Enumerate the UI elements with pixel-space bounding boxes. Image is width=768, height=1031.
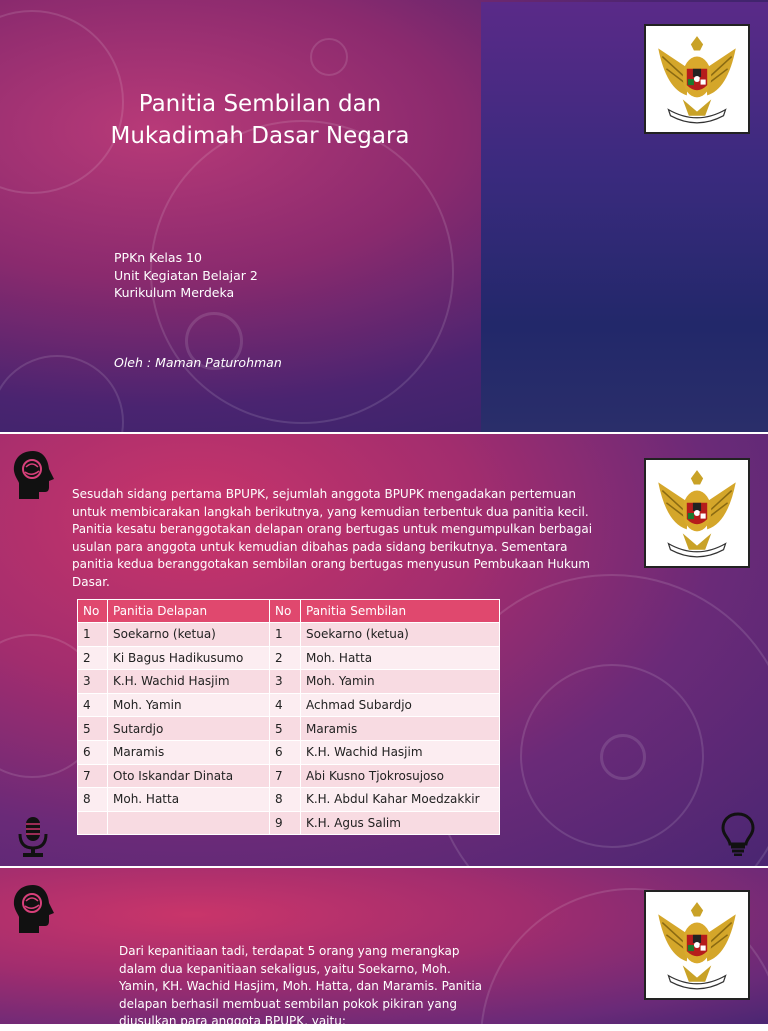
head-brain-icon [11,883,57,940]
cell: K.H. Wachid Hasjim [108,670,270,694]
cell: 9 [270,811,301,835]
cell: 2 [270,646,301,670]
cell: Soekarno (ketua) [108,623,270,647]
slide-title [100,88,420,152]
unit-label: Unit Kegiatan Belajar 2 [114,268,258,283]
cell: 3 [78,670,108,694]
cell: K.H. Agus Salim [301,811,500,835]
head-brain-icon [11,449,57,506]
table-row [78,646,500,670]
cell: 7 [78,764,108,788]
table-row [78,693,500,717]
cell: Ki Bagus Hadikusumo [108,646,270,670]
title-line-2: Mukadimah Dasar Negara [110,123,410,149]
summary-paragraph: Dari kepanitiaan tadi, terdapat 5 orang yang merangkap dalam dua kepanitiaan sekaligus, yaitu Soekarno, Moh. Yamin, KH. Wachid Hasjim, Moh. Hatta, dan Maramis. Panitia delapan berhasil membuat sembilan pokok pikiran yang diusulkan para anggota BPUPK, yaitu: [119,944,483,1028]
garuda-emblem [644,24,750,134]
cell: Moh. Yamin [301,670,500,694]
cell: 7 [270,764,301,788]
table-row [78,788,500,812]
garuda-emblem [644,890,750,1000]
cell: Abi Kusno Tjokrosujoso [301,764,500,788]
table-row [78,717,500,741]
cell: Moh. Yamin [108,693,270,717]
header-panitia-delapan: Panitia Delapan [108,600,270,623]
cell: Moh. Hatta [301,646,500,670]
cell: 4 [270,693,301,717]
header-no-1: No [78,600,108,623]
cell: 5 [78,717,108,741]
cell: Oto Iskandar Dinata [108,764,270,788]
cell: Maramis [108,740,270,764]
cell: 3 [270,670,301,694]
cell: Moh. Hatta [108,788,270,812]
cell: 5 [270,717,301,741]
cell: Soekarno (ketua) [301,623,500,647]
cell: K.H. Wachid Hasjim [301,740,500,764]
cell: 1 [270,623,301,647]
cell: 8 [78,788,108,812]
title-line-1: Panitia Sembilan dan [138,91,382,117]
header-panitia-sembilan: Panitia Sembilan [301,600,500,623]
intro-paragraph: Sesudah sidang pertama BPUPK, sejumlah anggota BPUPK mengadakan pertemuan untuk membicarakan langkah berikutnya, yang kemudian terbentuk dua panitia kecil. Panitia kesatu beranggotakan delapan orang bertugas untuk mengumpulkan berbagai usulan para anggota untuk kemudian dibahas pada sidang berikutnya. Sementara panitia kedua beranggotakan sembilan orang bertugas menyusun Pembukaan Hukum Dasar. [72,487,593,589]
cell: Achmad Subardjo [301,693,500,717]
header-no-2: No [270,600,301,623]
cell: K.H. Abdul Kahar Moedzakkir [301,788,500,812]
lightbulb-icon [720,812,756,861]
garuda-emblem [644,458,750,568]
cell: 6 [270,740,301,764]
microphone-icon [17,816,49,863]
title-slide [0,0,768,432]
table-row [78,764,500,788]
subject-label: PPKn Kelas 10 [114,250,202,265]
committee-table [77,599,500,835]
table-header-row [78,600,500,623]
cell: Maramis [301,717,500,741]
cell [108,811,270,835]
table-row [78,623,500,647]
cell: Sutardjo [108,717,270,741]
table-row [78,740,500,764]
cell: 1 [78,623,108,647]
cell: 4 [78,693,108,717]
cell: 6 [78,740,108,764]
author-label: Oleh : Maman Paturohman [114,355,282,370]
cell: 8 [270,788,301,812]
cell: 2 [78,646,108,670]
cell [78,811,108,835]
table-row [78,670,500,694]
table-row [78,811,500,835]
curriculum-label: Kurikulum Merdeka [114,285,235,300]
